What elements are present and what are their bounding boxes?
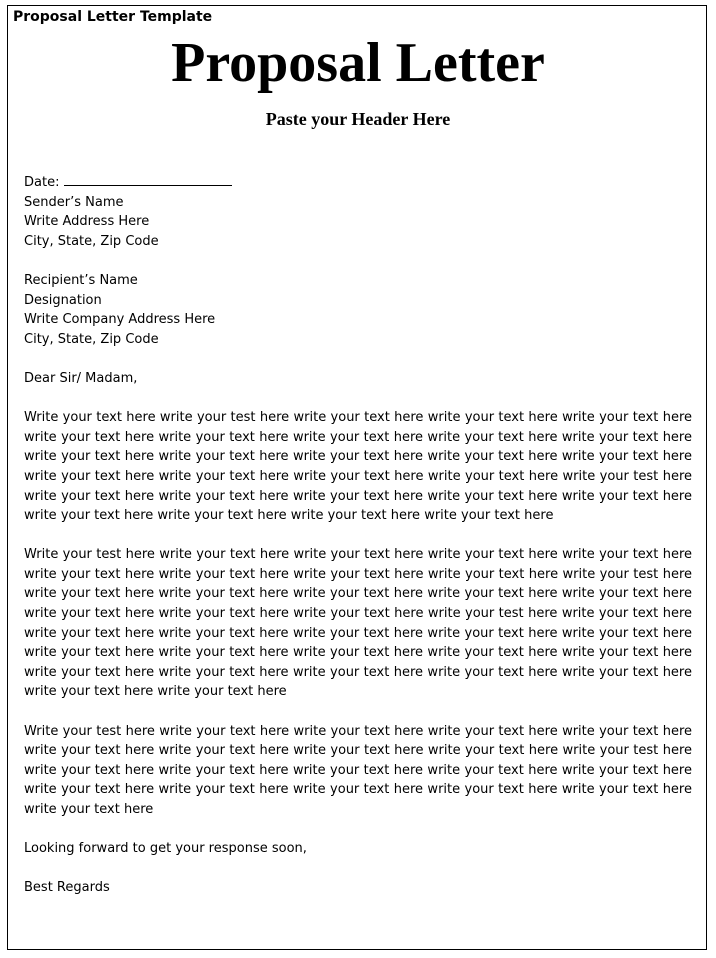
header-placeholder: Paste your Header Here (265, 109, 451, 129)
letter-body (24, 172, 692, 898)
body-paragraph-3: Write your test here write your text here write your text here write your text here write your text here write your text here write your text here write your text here write your text here write your test here write your text here write your text here write your text here write your text here write your text here write your text here write your text here write your text here write your text here write your text here write your text here (24, 723, 692, 817)
signoff: Best Regards (24, 880, 110, 896)
date-blank-field[interactable] (64, 172, 232, 186)
body-paragraph-1: Write your text here write your test here write your text here write your text here write your text here write your text here write your text here write your text here write your text here write your text here write your text here write your text here write your text here write your text here write your text here write your text here write your text here write your text here write your text here write your test here write your text here write your text here write your text here write your text here write your text here write your text here write your text here write your text here write your text here (24, 410, 692, 524)
document-label: Proposal Letter Template (13, 9, 213, 25)
date-label: Date: (24, 175, 60, 190)
salutation: Dear Sir/ Madam, (24, 370, 138, 386)
recipient-city-line: City, State, Zip Code (24, 331, 159, 347)
recipient-name: Recipient’s Name (24, 272, 138, 288)
date-line (24, 172, 692, 193)
recipient-address: Write Company Address Here (24, 312, 216, 328)
sender-city-line: City, State, Zip Code (24, 233, 159, 249)
recipient-block (24, 271, 692, 349)
recipient-designation: Designation (24, 292, 102, 308)
closing-line: Looking forward to get your response soon, (24, 841, 307, 857)
sender-address: Write Address Here (24, 214, 150, 230)
sender-block (24, 172, 692, 251)
body-paragraph-2: Write your test here write your text here write your text here write your text here write your text here write your text here write your text here write your text here write your text here write your test here write your text here write your text here write your text here write your text here write your text here write your text here write your text here write your text here write your test here write your text here write your text here write your text here write your text here write your text here write your text here write your text here write your text here write your text here write your text here write your text here write your text here write your text here write your text here write your text here write your text here write your text here write your text here (24, 547, 692, 700)
letter-title: Proposal Letter (171, 32, 545, 94)
sender-name: Sender’s Name (24, 194, 124, 210)
